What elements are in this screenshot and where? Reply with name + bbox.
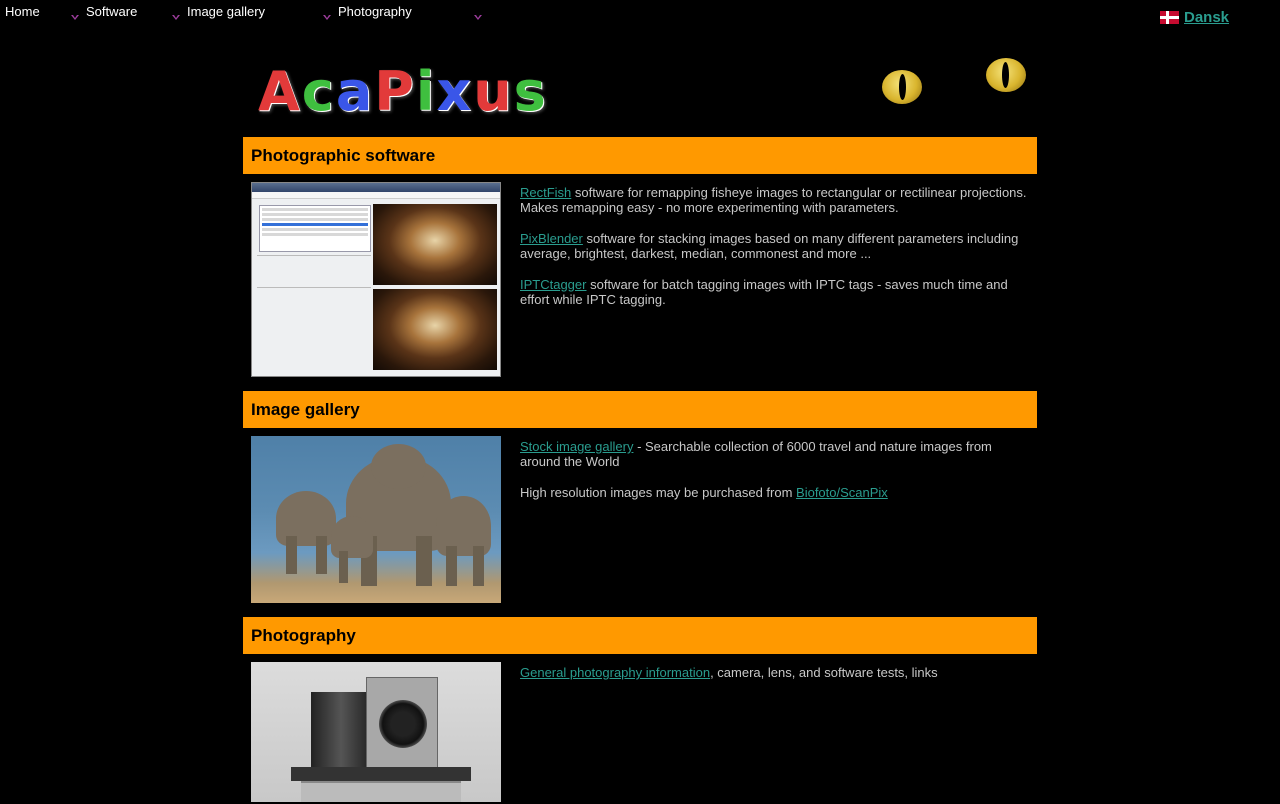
elephant-image bbox=[251, 436, 501, 603]
gallery-description bbox=[520, 439, 1035, 516]
bellows-camera-image bbox=[251, 662, 501, 802]
nav-image-gallery[interactable]: Image gallery bbox=[187, 4, 266, 19]
logo-letter: a bbox=[335, 60, 375, 123]
nav-software[interactable]: Software bbox=[86, 4, 138, 19]
site-logo[interactable] bbox=[258, 60, 548, 123]
logo-letter: i bbox=[415, 60, 437, 123]
top-navigation bbox=[0, 0, 1280, 30]
language-switch[interactable] bbox=[1160, 9, 1229, 26]
chevron-down-icon[interactable] bbox=[172, 15, 180, 20]
list-item bbox=[520, 485, 1035, 500]
rectfish-screenshot[interactable] bbox=[251, 182, 501, 377]
logo-letter: u bbox=[473, 60, 514, 123]
nav-home[interactable]: Home bbox=[5, 4, 40, 19]
biofoto-link[interactable]: Biofoto/ScanPix bbox=[796, 485, 888, 500]
section-software bbox=[243, 174, 1037, 391]
list-item bbox=[520, 231, 1035, 261]
list-item bbox=[520, 277, 1035, 307]
chevron-down-icon[interactable] bbox=[474, 15, 482, 20]
software-window-image bbox=[251, 182, 501, 377]
logo-letter: P bbox=[374, 60, 416, 123]
chevron-down-icon[interactable] bbox=[71, 15, 79, 20]
list-item bbox=[520, 185, 1035, 215]
photography-info-description: , camera, lens, and software tests, links bbox=[710, 665, 938, 680]
list-item bbox=[520, 665, 1035, 680]
pixblender-link[interactable]: PixBlender bbox=[520, 231, 583, 246]
nav-photography[interactable]: Photography bbox=[338, 4, 412, 19]
logo-letter: s bbox=[513, 60, 548, 123]
camera-photo[interactable] bbox=[251, 662, 501, 802]
section-photography bbox=[243, 654, 1037, 804]
rectfish-link[interactable]: RectFish bbox=[520, 185, 572, 200]
photography-info-link[interactable]: General photography information bbox=[520, 665, 711, 680]
section-title-gallery: Image gallery bbox=[243, 391, 1037, 428]
main-content bbox=[243, 137, 1037, 804]
section-gallery bbox=[243, 428, 1037, 617]
logo-letter: x bbox=[436, 60, 474, 123]
logo-letter: A bbox=[258, 60, 302, 123]
stock-gallery-link[interactable]: Stock image gallery bbox=[520, 439, 634, 454]
section-title-photography: Photography bbox=[243, 617, 1037, 654]
photography-description bbox=[520, 665, 1035, 696]
iptctagger-link[interactable]: IPTCtagger bbox=[520, 277, 587, 292]
rectfish-description: software for remapping fisheye images to rectangular or rectilinear projections. Makes remapping easy - no more experimenting with parameters. bbox=[520, 185, 1027, 215]
chevron-down-icon[interactable] bbox=[323, 15, 331, 20]
section-title-software: Photographic software bbox=[243, 137, 1037, 174]
stock-gallery-description: - Searchable collection of 6000 travel and nature images from around the World bbox=[520, 439, 992, 469]
cat-eye-right-icon bbox=[986, 58, 1026, 92]
iptctagger-description: software for batch tagging images with IPTC tags - saves much time and effort while IPTC tagging. bbox=[520, 277, 1008, 307]
cat-eye-left-icon bbox=[882, 70, 922, 104]
logo-letter: c bbox=[301, 60, 336, 123]
language-link[interactable]: Dansk bbox=[1184, 9, 1230, 26]
purchase-text: High resolution images may be purchased from bbox=[520, 485, 797, 500]
elephant-photo[interactable] bbox=[251, 436, 501, 603]
list-item bbox=[520, 439, 1035, 469]
danish-flag-icon bbox=[1160, 11, 1179, 24]
pixblender-description: software for stacking images based on many different parameters including average, brightest, darkest, median, commonest and more ... bbox=[520, 231, 1019, 261]
software-description bbox=[520, 185, 1035, 323]
